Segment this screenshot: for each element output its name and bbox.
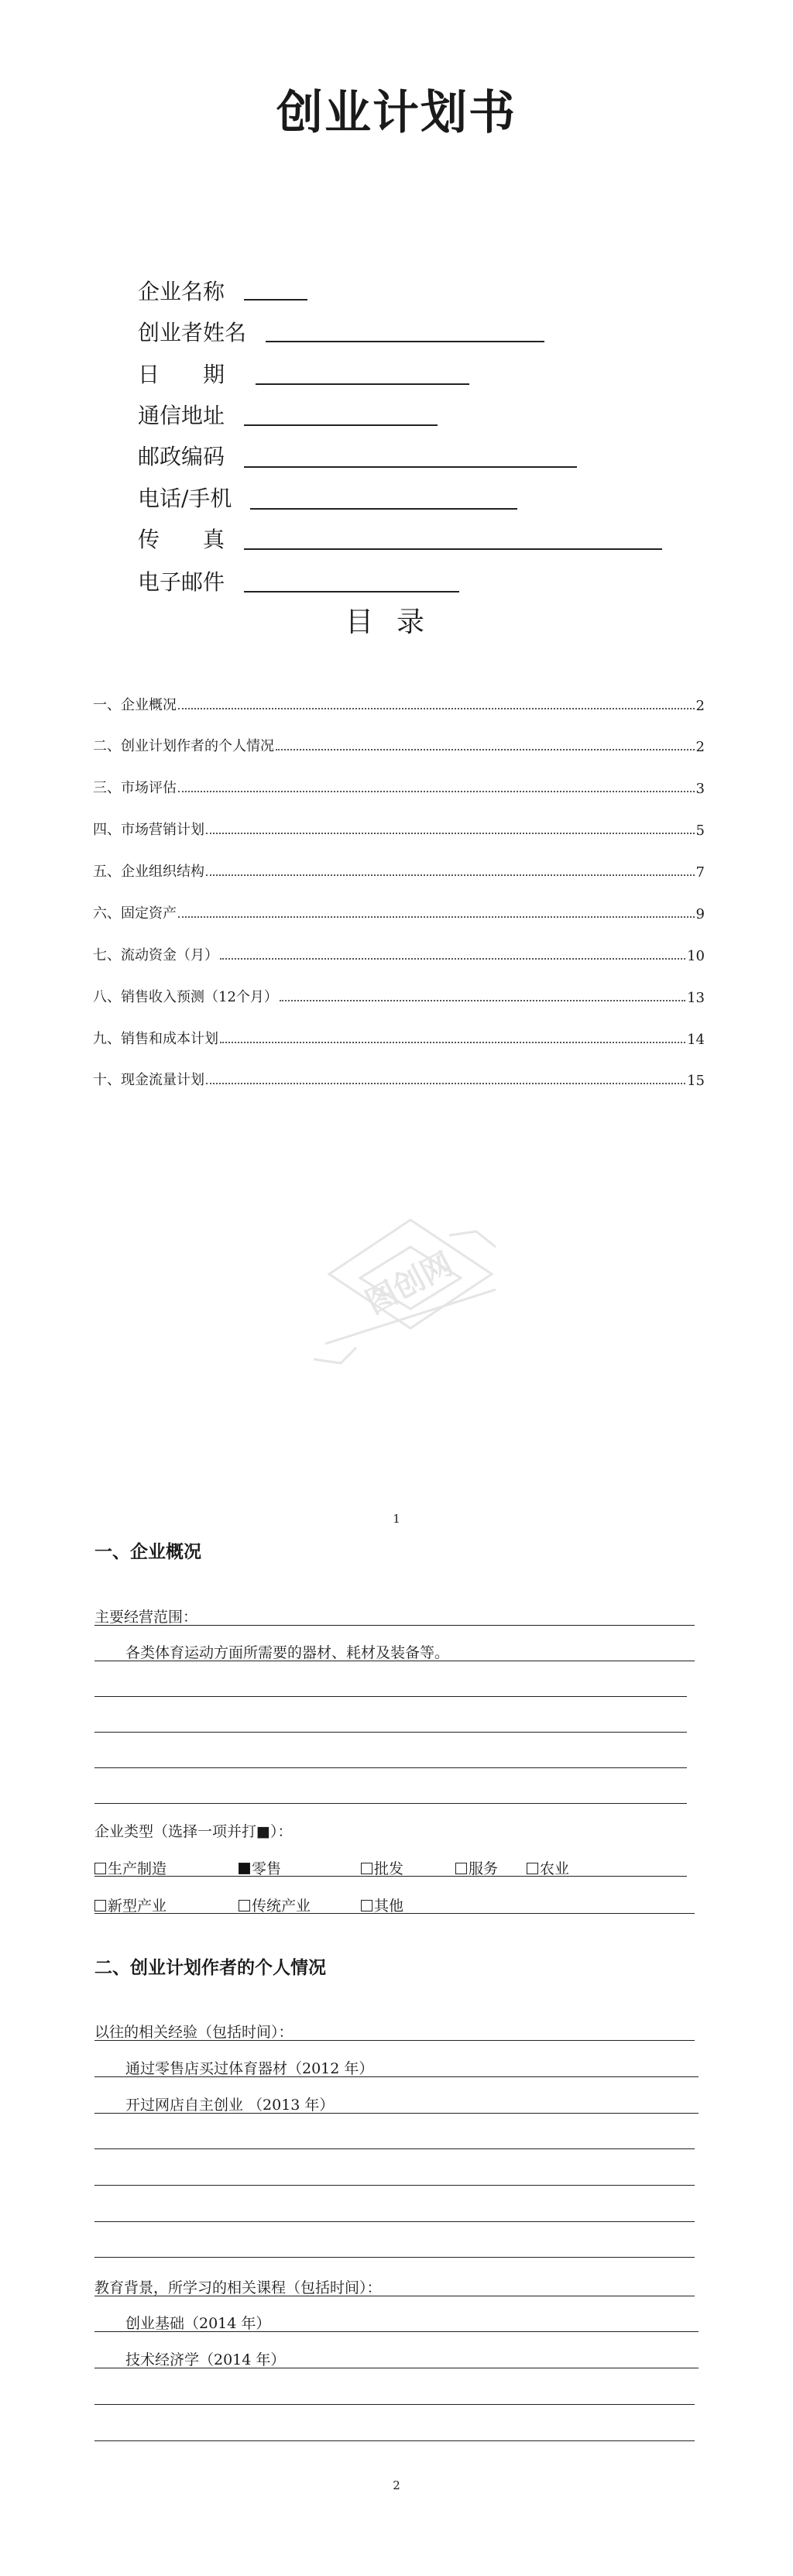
education-label: 教育背景，所学习的相关课程（包括时间）： — [94, 2279, 382, 2296]
type-option-service[interactable]: 服务 — [455, 1857, 498, 1878]
checkbox-icon — [361, 1863, 372, 1874]
form-line — [94, 2148, 695, 2149]
checkbox-icon — [361, 1900, 372, 1911]
field-address-line — [244, 424, 438, 426]
checkbox-icon — [455, 1863, 467, 1874]
form-line — [94, 2440, 695, 2441]
form-line — [94, 2040, 695, 2041]
field-fax-label: 传 真 — [138, 527, 225, 552]
field-phone-label: 电话/手机 — [138, 486, 232, 511]
toc-item-label: 七、流动资金（月） — [93, 947, 218, 963]
toc-item[interactable] — [93, 902, 705, 922]
form-line — [94, 2257, 695, 2258]
form-line — [94, 2404, 695, 2405]
toc-item-page: 7 — [695, 864, 705, 881]
watermark-text: 图创网 — [359, 1245, 459, 1321]
toc-item[interactable] — [93, 986, 705, 1006]
toc-item-page: 13 — [687, 990, 705, 1006]
toc-item[interactable] — [93, 735, 705, 755]
scope-text: 各类体育运动方面所需要的器材、耗材及装备等。 — [125, 1644, 450, 1661]
type-option-wholesale[interactable]: 批发 — [361, 1857, 403, 1878]
toc-leader-dots — [220, 958, 685, 960]
toc-item-label: 一、企业概况 — [93, 697, 177, 713]
toc-item[interactable] — [93, 819, 705, 839]
toc-leader-dots — [178, 916, 695, 918]
page-number: 2 — [393, 2478, 400, 2492]
experience-item: 开过网店自主创业 （2013 年） — [125, 2097, 335, 2114]
page-number: 1 — [393, 1512, 400, 1526]
toc-item[interactable] — [93, 777, 705, 797]
toc-leader-dots — [206, 833, 695, 834]
toc-item-label: 三、市场评估 — [93, 780, 177, 796]
checkbox-checked-icon — [239, 1863, 250, 1874]
toc-item-page: 3 — [695, 781, 705, 797]
education-item: 创业基础（2014 年） — [125, 2315, 271, 2332]
toc-item-page: 10 — [687, 948, 705, 964]
field-postcode-label: 邮政编码 — [138, 444, 225, 469]
form-line — [94, 2113, 699, 2114]
toc-title: 目录 — [345, 606, 448, 638]
type-option-traditional-industry[interactable]: 传统产业 — [239, 1894, 311, 1915]
field-company-name-line — [244, 299, 307, 301]
field-founder-name-line — [266, 341, 544, 342]
toc-item[interactable] — [93, 860, 705, 881]
field-date-line — [256, 383, 469, 385]
type-option-other[interactable]: 其他 — [361, 1894, 403, 1915]
business-type-label: 企业类型（选择一项并打■）： — [94, 1823, 293, 1840]
document-title: 创业计划书 — [276, 86, 517, 140]
form-line — [94, 2331, 699, 2332]
toc-item-page: 9 — [695, 906, 705, 922]
toc-item-label: 二、创业计划作者的个人情况 — [93, 738, 274, 754]
toc-item-label: 五、企业组织结构 — [93, 864, 204, 880]
checkbox-icon — [239, 1900, 250, 1911]
toc-leader-dots — [178, 791, 695, 792]
field-email-line — [244, 591, 459, 592]
toc-leader-dots — [206, 874, 695, 876]
section1-heading: 一、企业概况 — [94, 1541, 201, 1562]
form-line — [94, 2076, 699, 2077]
form-line — [94, 1803, 687, 1804]
form-line — [94, 2185, 695, 2186]
toc-item[interactable] — [93, 1069, 705, 1089]
toc-leader-dots — [220, 1042, 685, 1043]
form-line — [94, 1696, 687, 1697]
checkbox-icon — [94, 1900, 106, 1911]
toc-item[interactable] — [93, 944, 705, 964]
field-email-label: 电子邮件 — [138, 569, 225, 595]
type-option-agriculture[interactable]: 农业 — [527, 1857, 569, 1878]
toc-leader-dots — [276, 749, 695, 750]
toc-item[interactable] — [93, 694, 705, 714]
toc-leader-dots — [206, 1083, 685, 1084]
form-line — [94, 2221, 695, 2222]
education-item: 技术经济学（2014 年） — [125, 2351, 286, 2368]
form-line — [94, 1767, 687, 1768]
toc-item-label: 九、销售和成本计划 — [93, 1031, 218, 1047]
experience-label: 以往的相关经验（包括时间）： — [94, 2024, 294, 2041]
watermark-logo-icon — [294, 1208, 527, 1394]
form-line — [94, 1732, 687, 1733]
field-company-name-label: 企业名称 — [138, 279, 225, 304]
field-date-label: 日 期 — [138, 362, 225, 387]
field-founder-name-label: 创业者姓名 — [138, 320, 247, 345]
toc-item-label: 六、固定资产 — [93, 905, 177, 922]
toc-item-page: 5 — [695, 823, 705, 839]
toc-item-label: 四、市场营销计划 — [93, 822, 204, 838]
field-postcode-line — [244, 466, 577, 468]
scope-label: 主要经营范围： — [94, 1609, 198, 1626]
toc-item-label: 十、现金流量计划 — [93, 1072, 204, 1088]
checkbox-icon — [94, 1863, 106, 1874]
type-option-retail[interactable]: 零售 — [239, 1857, 281, 1878]
toc-leader-dots — [280, 1000, 685, 1001]
toc-item-page: 2 — [695, 739, 705, 755]
checkbox-icon — [527, 1863, 538, 1874]
type-option-manufacturing[interactable]: 生产制造 — [94, 1857, 166, 1878]
experience-item: 通过零售店买过体育器材（2012 年） — [125, 2060, 374, 2077]
toc-item[interactable] — [93, 1028, 705, 1048]
field-fax-line — [244, 548, 662, 550]
form-line — [94, 1625, 695, 1626]
toc-item-page: 2 — [695, 698, 705, 714]
form-line — [94, 1876, 687, 1877]
field-phone-line — [250, 508, 517, 510]
toc-item-page: 15 — [687, 1073, 705, 1089]
section2-heading: 二、创业计划作者的个人情况 — [94, 1957, 326, 1978]
type-option-new-industry[interactable]: 新型产业 — [94, 1894, 166, 1915]
field-address-label: 通信地址 — [138, 403, 225, 428]
toc-item-page: 14 — [687, 1032, 705, 1048]
toc-leader-dots — [178, 708, 695, 709]
toc-item-label: 八、销售收入预测（12个月） — [93, 989, 278, 1005]
form-line — [94, 1913, 695, 1914]
